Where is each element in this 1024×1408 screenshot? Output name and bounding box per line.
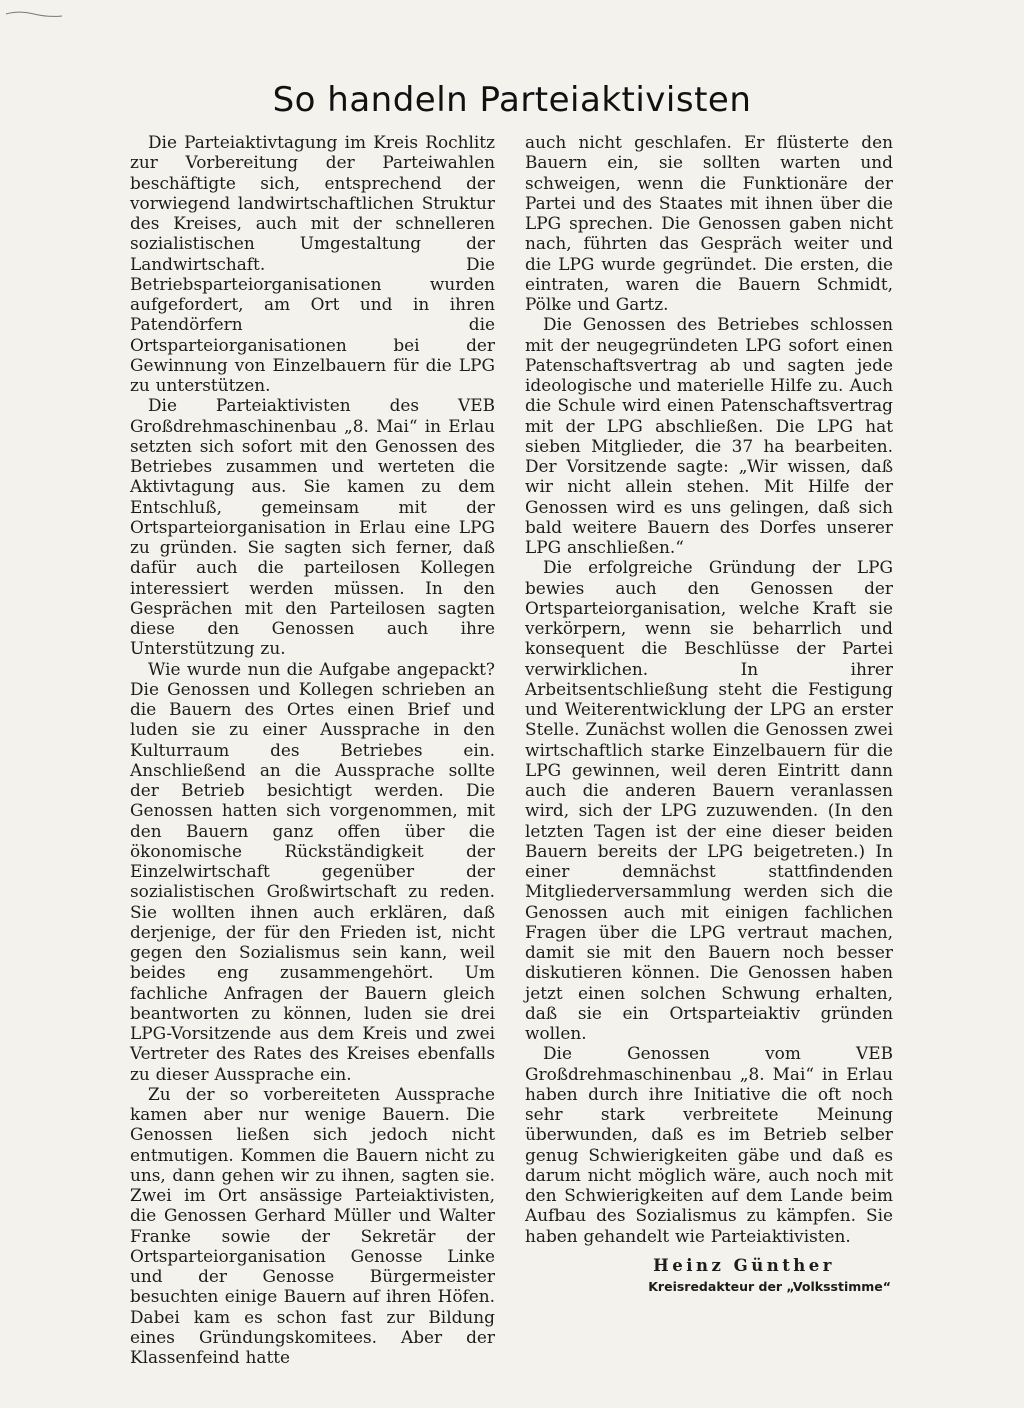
paragraph: Die Parteiaktivisten des VEB Großdrehmaschinenbau „8. Mai“ in Erlau setzten sich sofort mit den Genossen des Betriebes zusammen und werteten die Aktivtagung aus. Sie kamen zu dem Entschluß, gemeinsam mit der Ortsparteiorganisation in Erlau eine LPG zu gründen. Sie sagten sich ferner, daß dafür auch die parteilosen Kollegen interessiert werden müssen. In den Gesprächen mit den Parteilosen sagten diese den Genossen auch ihre Unterstützung zu. (130, 395, 495, 659)
paragraph: Wie wurde nun die Aufgabe angepackt? Die Genossen und Kollegen schrieben an die Bauern des Ortes einen Brief und luden sie zu einer Aussprache in den Kulturraum des Betriebes ein. Anschließend an die Aussprache sollte der Betrieb besichtigt werden. Die Genossen hatten sich vorgenommen, mit den Bauern ganz offen über die ökonomische Rückständigkeit der Einzelwirtschaft gegenüber der sozialistischen Großwirtschaft zu reden. Sie wollten ihnen auch erklären, daß derjenige, der für den Frieden ist, nicht gegen den Sozialismus sein kann, weil beides eng zusammengehört. Um fachliche Anfragen der Bauern gleich beantworten zu können, luden sie drei LPG-Vorsitzende aus dem Kreis und zwei Vertreter des Rates des Kreises ebenfalls zu dieser Aussprache ein. (130, 658, 495, 1084)
paragraph: auch nicht geschlafen. Er flüsterte den Bauern ein, sie sollten warten und schweigen, wenn die Funktionäre der Partei und des Staates mit ihnen über die LPG sprechen. Die Genossen gaben nicht nach, führten das Gespräch weiter und die LPG wurde gegründet. Die ersten, die eintraten, waren die Bauern Schmidt, Pölke und Gartz. (525, 132, 893, 314)
author-name: Heinz Günther (653, 1255, 835, 1275)
paragraph: Die Genossen vom VEB Großdrehmaschinenbau „8. Mai“ in Erlau haben durch ihre Initiative die oft noch sehr stark verbreitete Meinung überwunden, daß es im Betrieb selber genug Schwierigkeiten gäbe und daß es darum nicht möglich wäre, auch noch mit den Schwierigkeiten auf dem Lande beim Aufbau des Sozialismus zu kämpfen. Sie haben gehandelt wie Parteiaktivisten. (525, 1043, 893, 1246)
author-title: Kreisredakteur der „Volksstimme“ (648, 1278, 891, 1294)
article-headline: So handeln Parteiaktivisten (272, 80, 752, 120)
article-column-right (525, 132, 893, 1294)
paragraph: Die erfolgreiche Gründung der LPG bewies auch den Genossen der Ortsparteiorganisation, welche Kraft sie verkörpern, wenn sie beharrlich und konsequent die Beschlüsse der Partei verwirklichen. In ihrer Arbeitsentschließung steht die Festigung und Weiterentwicklung der LPG an erster Stelle. Zunächst wollen die Genossen zwei wirtschaftlich starke Einzelbauern für die LPG gewinnen, weil deren Eintritt dann auch die anderen Bauern veranlassen wird, sich der LPG zuzuwenden. (In den letzten Tagen ist der eine dieser beiden Bauern bereits der LPG beigetreten.) In einer demnächst stattfindenden Mitgliederversammlung werden sich die Genossen auch mit einigen fachlichen Fragen über die LPG vertraut machen, damit sie mit den Bauern noch besser diskutieren können. Die Genossen haben jetzt einen solchen Schwung erhalten, daß sie ein Ortsparteiaktiv gründen wollen. (525, 557, 893, 1043)
article-column-left (130, 132, 495, 1367)
paragraph: Die Parteiaktivtagung im Kreis Rochlitz zur Vorbereitung der Parteiwahlen beschäftigte sich, entsprechend der vorwiegend landwirtschaftlichen Struktur des Kreises, auch mit der schnelleren sozialistischen Umgestaltung der Landwirtschaft. Die Betriebsparteiorganisationen wurden aufgefordert, am Ort und in ihren Patendörfern die Ortsparteiorganisationen bei der Gewinnung von Einzelbauern für die LPG zu unterstützen. (130, 132, 495, 395)
paragraph: Die Genossen des Betriebes schlossen mit der neugegründeten LPG sofort einen Patenschaftsvertrag ab und sagten jede ideologische und materielle Hilfe zu. Auch die Schule wird einen Patenschaftsvertrag mit der LPG abschließen. Die LPG hat sieben Mitglieder, die 37 ha bearbeiten. Der Vorsitzende sagte: „Wir wissen, daß wir nicht allein stehen. Mit Hilfe der Genossen wird es uns gelingen, daß sich bald weitere Bauern des Dorfes unserer LPG anschließen.“ (525, 314, 893, 557)
scan-artifact-mark (4, 8, 64, 18)
paragraph: Zu der so vorbereiteten Aussprache kamen aber nur wenige Bauern. Die Genossen ließen sich jedoch nicht entmutigen. Kommen die Bauern nicht zu uns, dann gehen wir zu ihnen, sagten sie. Zwei im Ort ansässige Parteiaktivisten, die Genossen Gerhard Müller und Walter Franke sowie der Sekretär der Ortsparteiorganisation Genosse Linke und der Genosse Bürgermeister besuchten einige Bauern auf ihren Höfen. Dabei kam es schon fast zur Bildung eines Gründungskomitees. Aber der Klassenfeind hatte (130, 1083, 495, 1367)
